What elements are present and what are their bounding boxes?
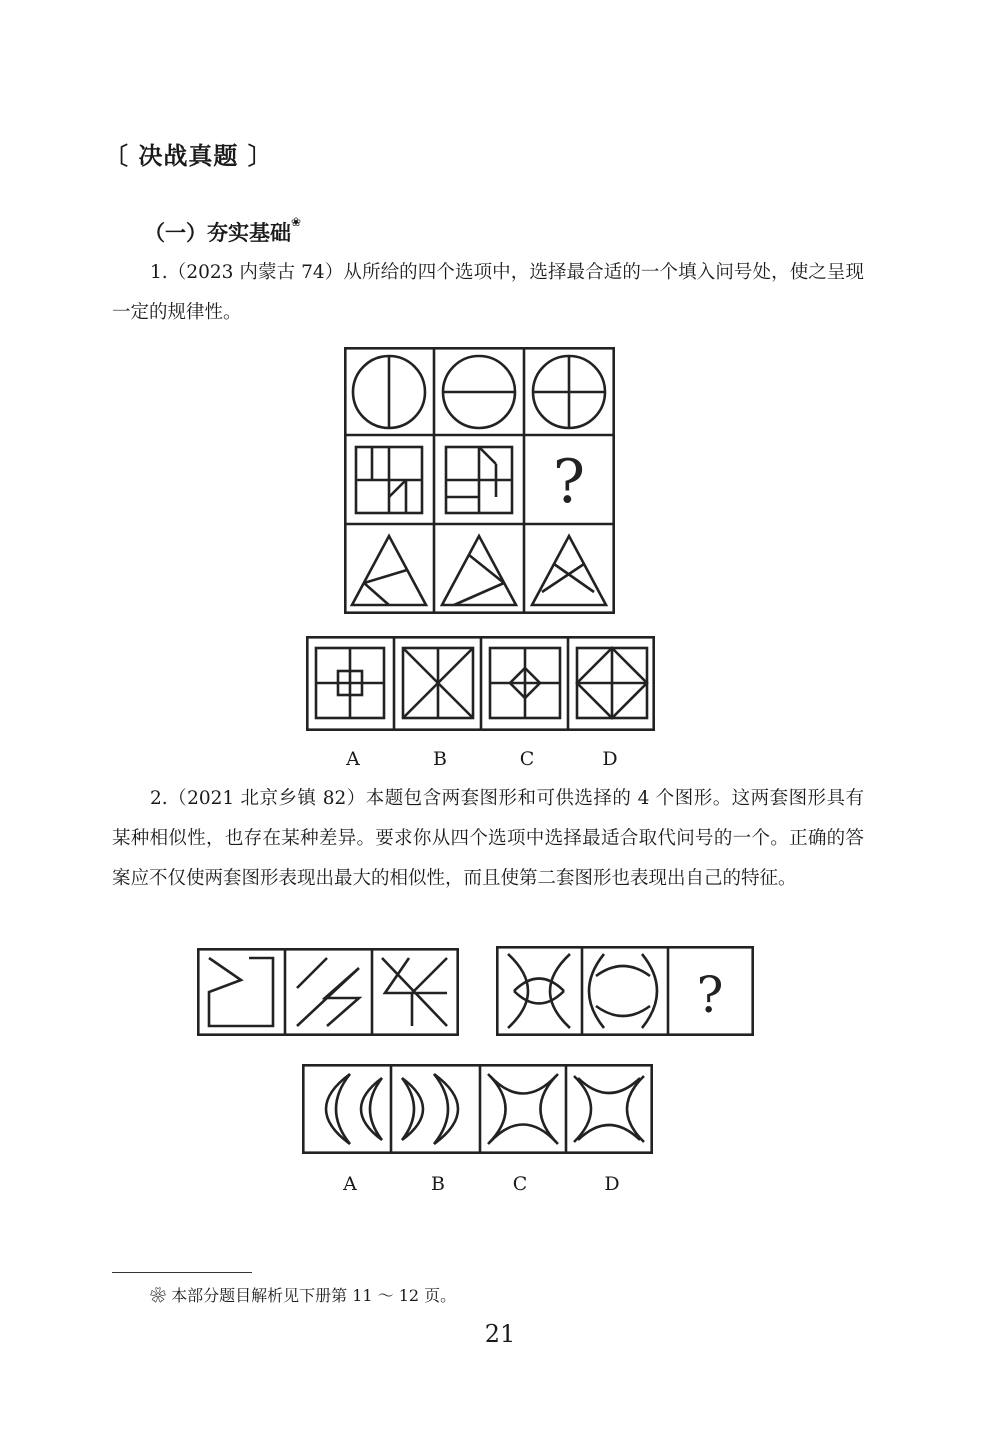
q1-option-a-figure <box>316 648 384 718</box>
subsection-title-text: （一）夯实基础 <box>144 221 291 245</box>
q2-set2-figure-2 <box>589 954 657 1028</box>
q2-option-b-label[interactable]: B <box>431 1173 445 1195</box>
q1-options-row <box>306 636 655 731</box>
q2-option-c-figure <box>488 1074 558 1144</box>
q1-cell-square-pattern-2 <box>446 447 512 513</box>
q2-question-mark: ? <box>696 966 724 1024</box>
q2-option-d-figure <box>574 1076 644 1142</box>
q1-option-a-label[interactable]: A <box>346 748 360 770</box>
question-2-text: 2.（2021 北京乡镇 82）本题包含两套图形和可供选择的 4 个图形。这两套图形具有某种相似性，也存在某种差异。要求你从四个选项中选择最适合取代问号的一个。正确的答案应不仅使两套图形表现出最大的相似性，而且使第二套图形也表现出自己的特征。 <box>112 788 864 889</box>
q2-option-a-label[interactable]: A <box>343 1173 357 1195</box>
q2-option-a-figure <box>326 1074 382 1144</box>
q1-option-c-figure <box>490 648 560 718</box>
q1-option-b-label[interactable]: B <box>433 748 447 770</box>
q2-set1-figure-1 <box>209 958 273 1026</box>
q1-cell-square-pattern-1 <box>356 447 422 513</box>
flower-mark-icon: ❀ <box>291 215 302 229</box>
footnote-flower-icon: ❀ <box>150 1286 167 1305</box>
q2-option-d-label[interactable]: D <box>604 1173 620 1195</box>
q2-option-b-figure <box>402 1074 458 1144</box>
footnote-divider <box>112 1272 252 1273</box>
q2-option-c-label[interactable]: C <box>512 1173 528 1195</box>
q2-set1-figure-2 <box>297 958 359 1026</box>
q2-set2-figure-1 <box>508 954 570 1028</box>
footnote <box>150 1283 456 1306</box>
q2-set1-figure-3 <box>382 958 447 1026</box>
q1-cell-circle-vertical <box>353 356 425 428</box>
q1-puzzle-grid <box>344 347 615 614</box>
q1-option-b-figure <box>403 648 473 718</box>
subsection-title <box>144 215 301 247</box>
q1-option-d-figure <box>577 648 647 718</box>
q2-first-set <box>197 948 459 1036</box>
q1-cell-circle-cross <box>533 356 605 428</box>
q1-cell-triangle-3 <box>532 536 606 605</box>
q1-option-c-label[interactable]: C <box>519 748 535 770</box>
q1-cell-circle-horizontal <box>443 356 515 428</box>
footnote-text: 本部分题目解析见下册第 11 ～ 12 页。 <box>171 1286 457 1305</box>
section-title: 〔 决战真题 〕 <box>104 142 273 170</box>
q1-cell-triangle-1 <box>352 536 426 605</box>
q1-question-mark: ? <box>552 447 586 517</box>
page-number: 21 <box>484 1320 516 1348</box>
q2-second-set <box>496 946 754 1036</box>
question-1-text: 1.（2023 内蒙古 74）从所给的四个选项中，选择最合适的一个填入问号处，使之呈现一定的规律性。 <box>112 262 864 323</box>
q1-cell-triangle-2 <box>442 536 516 605</box>
q1-option-d-label[interactable]: D <box>602 748 618 770</box>
q2-options-row <box>302 1064 653 1154</box>
